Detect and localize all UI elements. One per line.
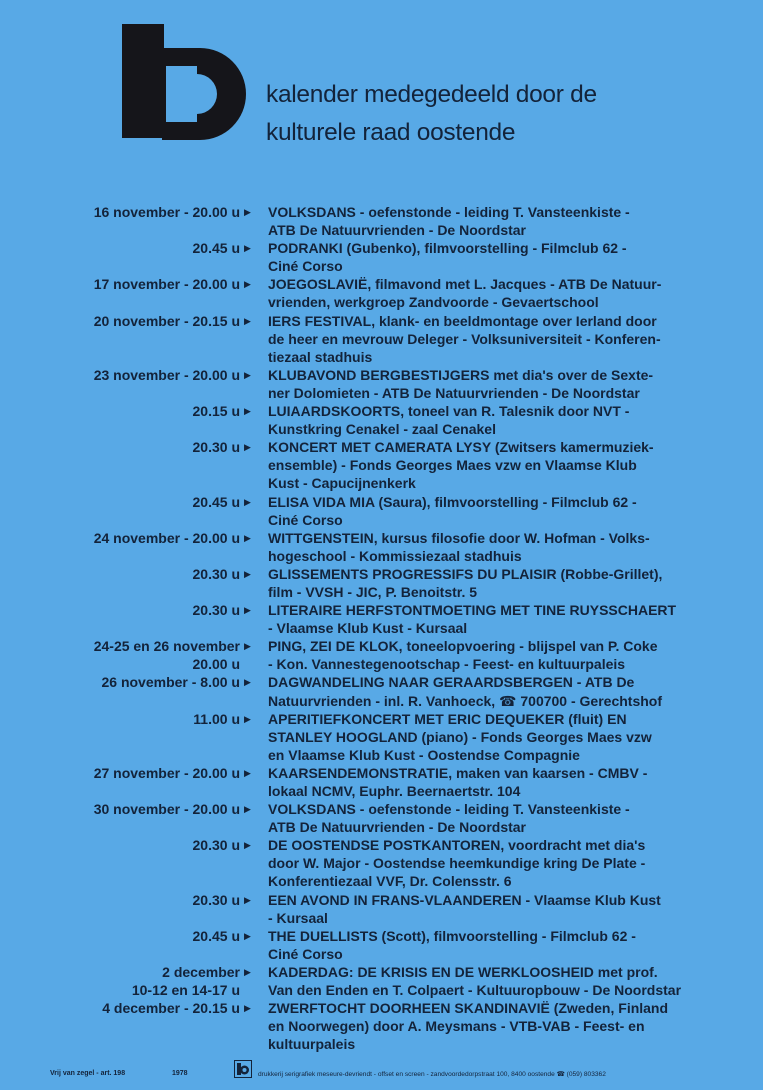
event-description — [268, 927, 746, 963]
event-date — [0, 601, 240, 619]
event-text-line: DAGWANDELING NAAR GERAARDSBERGEN - ATB De — [268, 674, 635, 691]
event-text-line: Kust - Capucijnenkerk — [268, 475, 416, 492]
event-item — [0, 529, 763, 565]
event-text-line: ATB De Natuurvrienden - De Noordstar — [268, 819, 526, 836]
arrow-icon: ▶ — [244, 207, 251, 217]
event-text-line: DE OOSTENDSE POSTKANTOREN, voordracht met dia's — [268, 837, 646, 854]
event-description — [268, 366, 746, 402]
event-date — [0, 963, 240, 999]
event-text-line: PING, ZEI DE KLOK, toneelopvoering - blijspel van P. Coke — [268, 638, 658, 655]
event-description — [268, 963, 746, 999]
event-text-line: film - VVSH - JIC, P. Benoitstr. 5 — [268, 583, 478, 600]
event-description — [268, 764, 746, 800]
event-text-line: - Vlaamse Klub Kust - Kursaal — [268, 620, 468, 637]
event-date-line: 11.00 u — [193, 710, 240, 727]
event-date — [0, 637, 240, 673]
event-text-line: VOLKSDANS - oefenstonde - leiding T. Vansteenkiste - — [268, 204, 630, 220]
event-item — [0, 673, 763, 709]
arrow-icon: ▶ — [244, 406, 251, 417]
event-text-line: IERS FESTIVAL, klank- en beeldmontage over Ierland door — [268, 312, 657, 329]
arrow-icon: ▶ — [244, 532, 251, 543]
event-date-line: 20.30 u — [192, 565, 240, 582]
arrow-icon: ▶ — [244, 369, 251, 380]
event-text-line: ATB De Natuurvrienden - De Noordstar — [268, 222, 526, 239]
event-description — [268, 565, 746, 601]
event-date-line: 20.30 u — [192, 891, 240, 908]
event-text-line: hogeschool - Kommissiezaal stadhuis — [268, 547, 522, 564]
event-date — [0, 402, 240, 420]
event-item — [0, 800, 763, 836]
event-date — [0, 275, 240, 293]
footer — [0, 1054, 763, 1084]
event-date-line: 20.30 u — [192, 837, 240, 854]
event-text-line: - Kursaal — [268, 909, 328, 926]
footer-stamp-note: Vrij van zegel - art. 198 — [50, 1070, 126, 1077]
arrow-icon: ▶ — [244, 605, 251, 616]
event-text-line: PODRANKI (Gubenko), filmvoorstelling - Filmclub 62 - — [268, 240, 627, 257]
arrow-icon: ▶ — [244, 677, 251, 688]
event-date-line: 30 november - 20.00 u — [93, 801, 240, 818]
event-item — [0, 764, 763, 800]
event-list — [0, 203, 763, 1053]
event-item — [0, 275, 763, 311]
event-date-line: 24-25 en 26 november — [93, 638, 240, 655]
arrow-icon: ▶ — [244, 496, 251, 507]
event-item — [0, 999, 763, 1053]
event-date-line: 27 november - 20.00 u — [93, 764, 240, 781]
event-text-line: ner Dolomieten - ATB De Natuurvrienden - De Noordstar — [268, 384, 640, 401]
event-date — [0, 673, 240, 691]
event-description — [268, 891, 746, 927]
printer-info: drukkerij serigrafiek meseure-devriendt - offset en screen - zandvoordedorpstraat 100, 8400 oostende ☎ (059) 803362 — [258, 1071, 606, 1078]
event-text-line: Kunstkring Cenakel - zaal Cenakel — [268, 421, 496, 438]
event-date — [0, 891, 240, 909]
arrow-icon: ▶ — [244, 966, 251, 977]
event-text-line: vrienden, werkgroep Zandvoorde - Gevaertschool — [268, 294, 599, 311]
event-description — [268, 673, 746, 709]
event-date-line: 17 november - 20.00 u — [93, 276, 240, 293]
event-item — [0, 836, 763, 890]
event-description — [268, 800, 746, 836]
event-date-line: 2 december — [162, 963, 240, 980]
arrow-icon: ▶ — [244, 804, 251, 815]
event-description — [268, 529, 746, 565]
event-text-line: ensemble) - Fonds Georges Maes vzw en Vlaamse Klub — [268, 457, 637, 474]
arrow-icon: ▶ — [244, 279, 251, 290]
event-text-line: Ciné Corso — [268, 511, 343, 528]
event-description — [268, 637, 746, 673]
event-description — [268, 312, 746, 366]
event-date — [0, 836, 240, 854]
event-date — [0, 366, 240, 384]
event-date-line: 20.45 u — [192, 493, 240, 510]
event-text-line: JOEGOSLAVIË, filmavond met L. Jacques - ATB De Natuur- — [268, 276, 662, 293]
event-date-line: 26 november - 8.00 u — [101, 674, 240, 691]
event-date-line: 20.45 u — [192, 927, 240, 944]
event-item — [0, 963, 763, 999]
event-date — [0, 800, 240, 818]
event-text-line: Ciné Corso — [268, 945, 343, 962]
event-date — [0, 710, 240, 728]
event-description — [268, 999, 746, 1053]
event-date-line: 20.00 u — [192, 656, 240, 673]
event-text-line: STANLEY HOOGLAND (piano) - Fonds Georges Maes vzw — [268, 728, 652, 745]
event-date-line: 20.30 u — [192, 439, 240, 456]
event-item — [0, 601, 763, 637]
event-description — [268, 239, 746, 275]
event-date — [0, 529, 240, 547]
arrow-icon: ▶ — [244, 713, 251, 724]
event-item — [0, 493, 763, 529]
event-text-line: lokaal NCMV, Euphr. Beernaertstr. 104 — [268, 783, 521, 799]
event-date-line: 20.15 u — [192, 403, 240, 420]
event-text-line: Van den Enden en T. Colpaert - Kultuuropbouw - De Noordstar — [268, 982, 682, 999]
event-date — [0, 438, 240, 456]
event-date-line: 16 november - 20.00 u — [93, 204, 240, 220]
event-text-line: ELISA VIDA MIA (Saura), filmvoorstelling - Filmclub 62 - — [268, 493, 637, 510]
event-description — [268, 203, 746, 239]
arrow-icon: ▶ — [244, 568, 251, 579]
event-text-line: LITERAIRE HERFSTONTMOETING MET TINE RUYSSCHAERT — [268, 602, 677, 619]
event-date — [0, 565, 240, 583]
event-date — [0, 927, 240, 945]
event-text-line: VOLKSDANS - oefenstonde - leiding T. Vansteenkiste - — [268, 801, 630, 818]
event-item — [0, 239, 763, 275]
event-text-line: de heer en mevrouw Deleger - Volksuniversiteit - Konferen- — [268, 330, 661, 347]
event-date — [0, 999, 240, 1017]
event-text-line: en Noorwegen) door A. Meysmans - VTB-VAB - Feest- en — [268, 1018, 645, 1035]
event-date-line: 23 november - 20.00 u — [93, 366, 240, 383]
event-item — [0, 402, 763, 438]
arrow-icon: ▶ — [244, 641, 251, 652]
event-item — [0, 203, 763, 239]
event-description — [268, 601, 746, 637]
event-text-line: APERITIEFKONCERT MET ERIC DEQUEKER (fluit) EN — [268, 710, 627, 727]
event-date — [0, 312, 240, 330]
event-text-line: Ciné Corso — [268, 258, 343, 275]
arrow-icon: ▶ — [244, 315, 251, 326]
event-text-line: kultuurpaleis — [268, 1036, 356, 1053]
event-text-line: THE DUELLISTS (Scott), filmvoorstelling - Filmclub 62 - — [268, 927, 636, 944]
event-text-line: Konferentiezaal VVF, Dr. Colensstr. 6 — [268, 873, 512, 890]
event-text-line: tiezaal stadhuis — [268, 348, 373, 365]
event-item — [0, 312, 763, 366]
event-item — [0, 637, 763, 673]
event-text-line: KLUBAVOND BERGBESTIJGERS met dia's over de Sexte- — [268, 366, 654, 383]
event-text-line: Natuurvrienden - inl. R. Vanhoeck, ☎ 700700 - Gerechtshof — [268, 692, 662, 709]
event-text-line: LUIAARDSKOORTS, toneel van R. Talesnik door NVT - — [268, 403, 630, 420]
arrow-icon: ▶ — [244, 1003, 251, 1014]
event-description — [268, 438, 746, 492]
event-item — [0, 891, 763, 927]
event-date-line: 24 november - 20.00 u — [93, 529, 240, 546]
arrow-icon: ▶ — [244, 442, 251, 453]
event-text-line: KADERDAG: DE KRISIS EN DE WERKLOOSHEID met prof. — [268, 963, 658, 980]
event-date-line: 20.45 u — [192, 240, 240, 257]
arrow-icon: ▶ — [244, 243, 251, 254]
event-item — [0, 565, 763, 601]
event-description — [268, 275, 746, 311]
event-item — [0, 927, 763, 963]
event-date-line: 20.30 u — [192, 602, 240, 619]
event-item — [0, 710, 763, 764]
event-description — [268, 836, 746, 890]
arrow-icon: ▶ — [244, 930, 251, 941]
event-text-line: door W. Major - Oostendse heemkundige kring De Plate - — [268, 855, 646, 872]
event-text-line: KONCERT MET CAMERATA LYSY (Zwitsers kamermuziek- — [268, 439, 654, 456]
small-logo-icon — [234, 1060, 252, 1078]
arrow-icon: ▶ — [244, 767, 251, 778]
arrow-icon: ▶ — [244, 894, 251, 905]
event-text-line: EEN AVOND IN FRANS-VLAANDEREN - Vlaamse Klub Kust — [268, 891, 661, 908]
event-text-line: GLISSEMENTS PROGRESSIFS DU PLAISIR (Robbe-Grillet), — [268, 565, 663, 582]
event-date — [0, 239, 240, 257]
title-line-1: kalender medegedeeld door de — [266, 81, 597, 108]
arrow-icon: ▶ — [244, 840, 251, 851]
event-text-line: WITTGENSTEIN, kursus filosofie door W. Hofman - Volks- — [268, 529, 650, 546]
event-text-line: - Kon. Vannestegenootschap - Feest- en kultuurpaleis — [268, 656, 626, 673]
kulturele-raad-logo — [122, 24, 246, 140]
event-text-line: en Vlaamse Klub Kust - Oostendse Compagnie — [268, 746, 580, 763]
event-item — [0, 366, 763, 402]
event-text-line: KAARSENDEMONSTRATIE, maken van kaarsen - CMBV - — [268, 764, 648, 781]
page-title — [266, 76, 597, 152]
event-date-line: 10-12 en 14-17 u — [131, 982, 240, 999]
title-line-2: kulturele raad oostende — [266, 119, 516, 146]
event-text-line: ZWERFTOCHT DOORHEEN SKANDINAVIË (Zweden, Finland — [268, 1000, 669, 1017]
footer-year: 1978 — [172, 1070, 188, 1077]
event-date-line: 20 november - 20.15 u — [93, 312, 240, 329]
event-item — [0, 438, 763, 492]
event-date — [0, 203, 240, 221]
event-date — [0, 764, 240, 782]
event-date-line: 4 december - 20.15 u — [102, 1000, 240, 1017]
event-description — [268, 402, 746, 438]
event-description — [268, 493, 746, 529]
event-date — [0, 493, 240, 511]
event-description — [268, 710, 746, 764]
